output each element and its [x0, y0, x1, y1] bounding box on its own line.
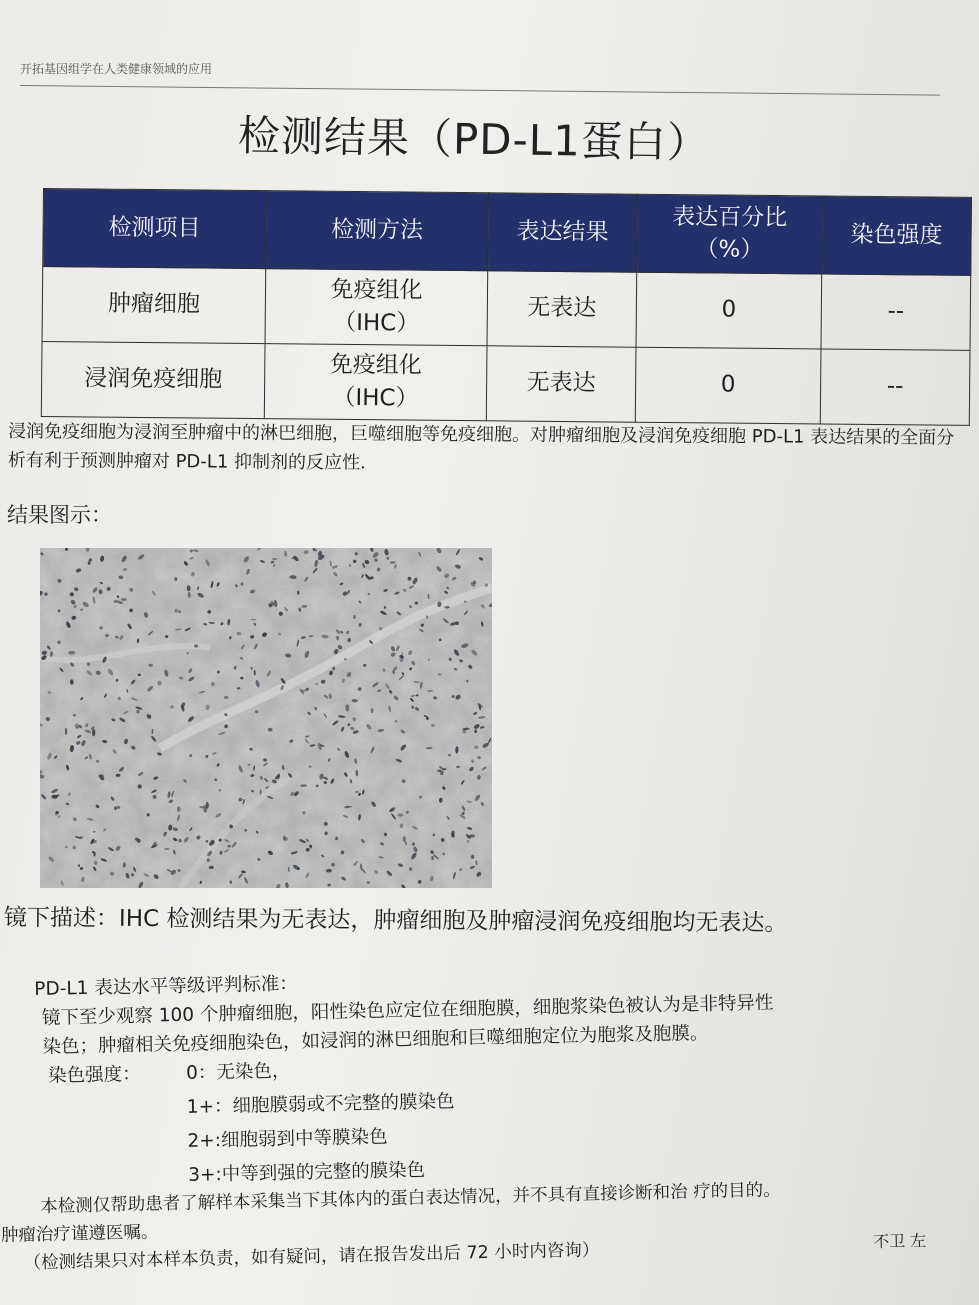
microscopy-description: 镜下描述：IHC 检测结果为无表达，肿瘤细胞及肿瘤浸润免疫细胞均无表达。	[3, 905, 788, 937]
column-header	[637, 194, 823, 274]
table-cell: 无表达	[486, 346, 636, 422]
results-table	[41, 188, 972, 426]
cell-nucleus	[187, 585, 191, 591]
cell-nucleus	[241, 582, 244, 586]
column-header-label: 检测项目	[108, 214, 201, 242]
explanatory-note: 浸润免疫细胞为浸润至肿瘤中的淋巴细胞，巨噬细胞等免疫细胞。对肿瘤细胞及浸润免疫细胞 PD-L1 表达结果的全面分析有利于预测肿瘤对 PD-L1 抑制剂的反应性.	[7, 421, 955, 474]
table-cell: 肿瘤细胞	[42, 267, 266, 344]
stain-grade: 3+:中等到强的完整的膜染色	[188, 1159, 426, 1186]
stain-grade: 1+：细胞膜弱或不完整的膜染色	[186, 1091, 455, 1118]
table-row	[41, 341, 970, 425]
criteria-heading: PD-L1 表达水平等级评判标准：	[34, 973, 299, 1000]
column-header-label: 表达结果	[516, 218, 609, 246]
table-header-row	[43, 189, 972, 276]
cell-nucleus	[371, 708, 374, 713]
column-header	[488, 193, 638, 272]
column-header	[266, 191, 489, 271]
table-cell: 0	[635, 347, 821, 424]
table-cell: 免疫组化 （IHC）	[265, 269, 488, 346]
table-cell: 0	[636, 272, 822, 349]
stain-grade: 2+:细胞弱到中等膜染色	[187, 1126, 388, 1152]
table-row	[42, 267, 971, 351]
disclaimer-text-tail: 不卫 左	[872, 1230, 927, 1252]
scoring-criteria	[34, 956, 968, 1198]
column-header-label: 染色强度	[850, 221, 943, 249]
running-header: 开拓基因组学在人类健康领域的应用	[20, 62, 213, 76]
column-header-label: 表达百分比 （%）	[672, 204, 788, 263]
header-divider	[20, 85, 940, 96]
column-header-label: 检测方法	[330, 216, 424, 244]
disclaimer-text: 本检测仅帮助患者了解样本采集当下其体内的蛋白表达情况，并不具有直接诊断和治 疗的目的。	[40, 1180, 781, 1218]
table-cell: 无表达	[487, 271, 637, 347]
column-header	[822, 196, 972, 275]
criteria-text: 镜下至少观察 100 个肿瘤细胞，阳性染色应定位在细胞膜，细胞浆染色被认为是非特异性	[41, 992, 774, 1029]
disclaimer-text: （检测结果只对本样本负责，如有疑问，请在报告发出后 72 小时内咨询）	[23, 1240, 600, 1274]
table-cell: 浸润免疫细胞	[41, 341, 265, 418]
page-title: 检测结果（PD-L1蛋白）	[237, 111, 711, 168]
disclaimer-text: 肿瘤治疗谨遵医嘱。	[0, 1222, 159, 1246]
stain-intensity-label: 染色强度：	[47, 1063, 141, 1087]
table-cell: --	[821, 274, 971, 350]
cell-nucleus	[431, 856, 434, 860]
table-cell: --	[820, 349, 970, 425]
criteria-text: 染色；肿瘤相关免疫细胞染色，如浸润的淋巴细胞和巨噬细胞定位为胞浆及胞膜。	[42, 1022, 709, 1058]
column-header	[43, 189, 267, 269]
table-cell: 免疫组化 （IHC）	[264, 344, 487, 421]
micrograph-svg	[40, 548, 492, 888]
stain-grade: 0：无染色，	[185, 1060, 291, 1084]
cell-nucleus	[206, 802, 209, 809]
micrograph-image	[40, 548, 492, 888]
figure-label: 结果图示：	[7, 503, 112, 527]
